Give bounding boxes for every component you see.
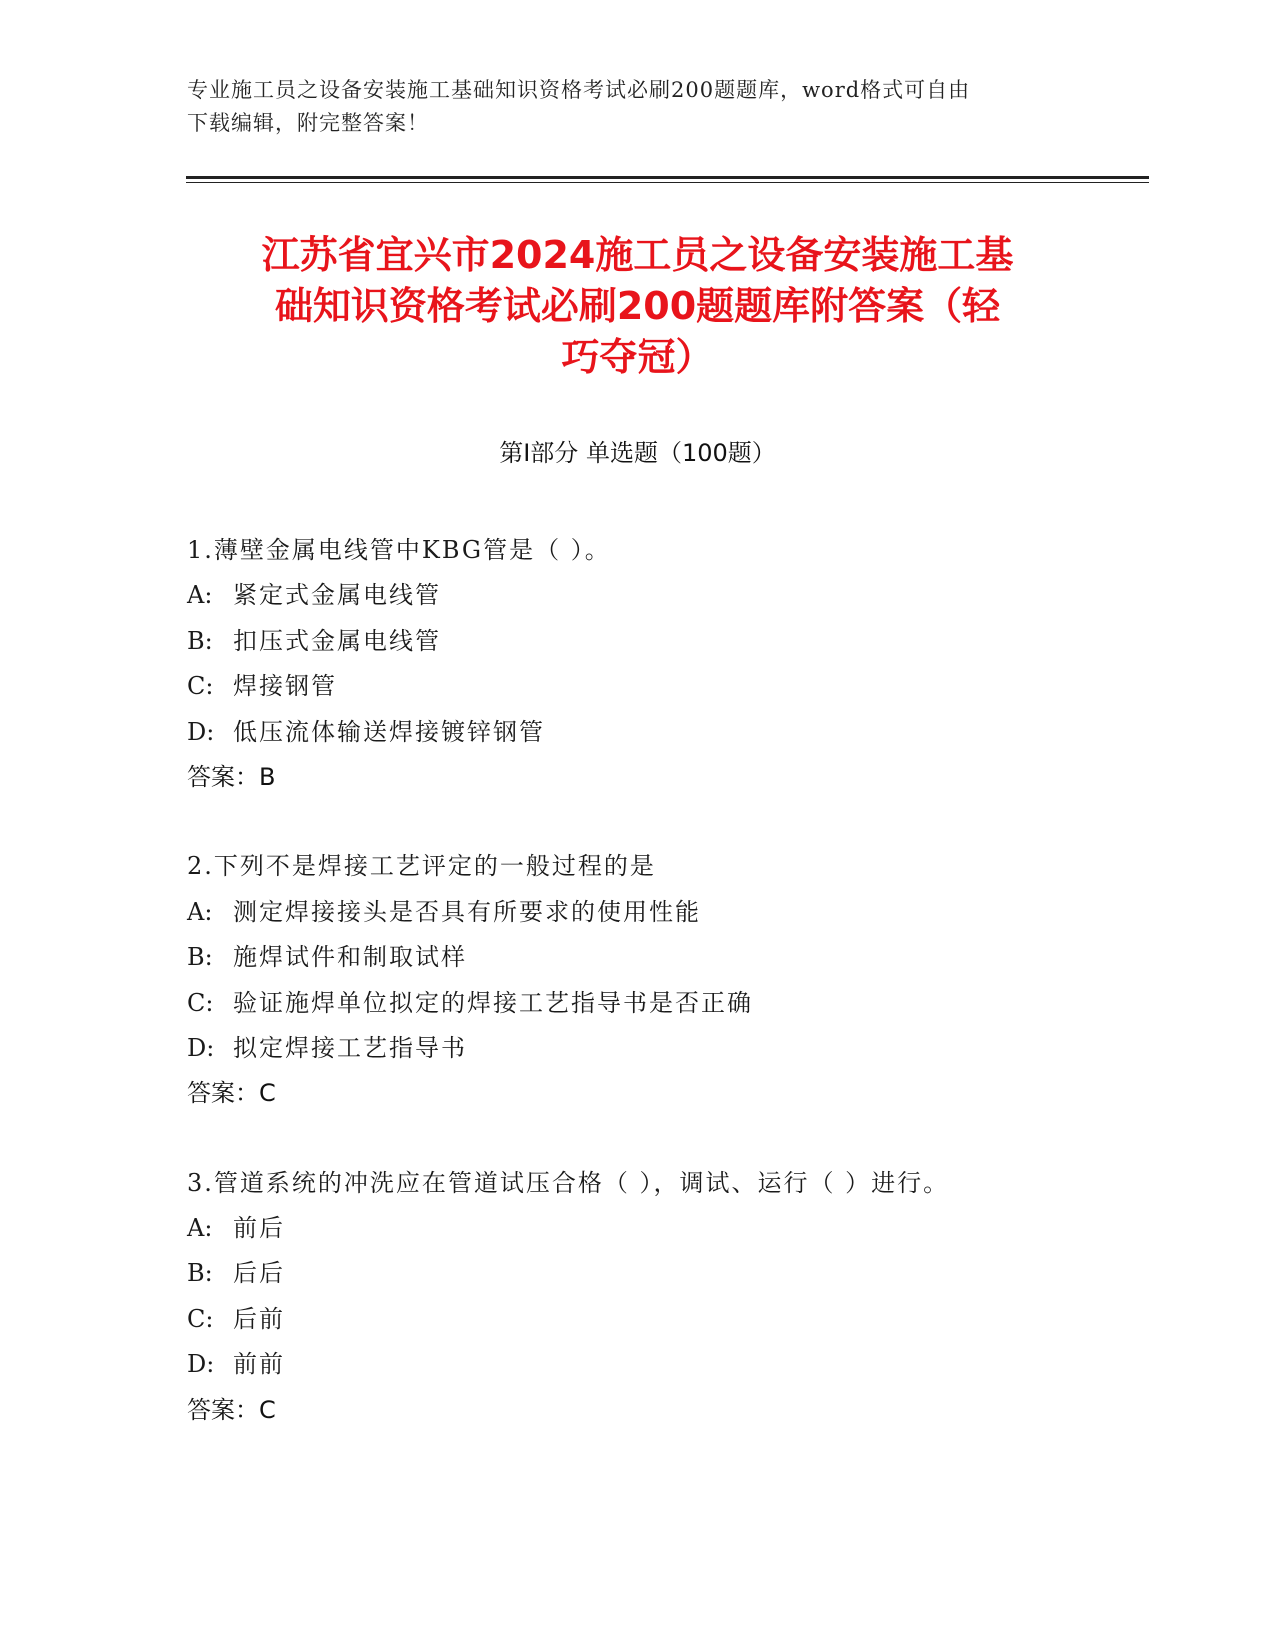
title-line-1: 江苏省宜兴市2024施工员之设备安装施工基 (261, 233, 1014, 277)
option-key: C: (187, 672, 214, 701)
question-option (187, 1206, 1147, 1251)
option-text: 施焊试件和制取试样 (233, 943, 467, 972)
header-rule-thick (186, 176, 1149, 179)
document-intro (187, 74, 1087, 140)
question-option (187, 573, 1147, 618)
option-key: C: (187, 988, 214, 1017)
question-option (187, 1342, 1147, 1387)
option-key: B: (187, 943, 213, 972)
question-answer: 答案：B (187, 762, 276, 791)
option-text: 焊接钢管 (233, 672, 337, 701)
option-key: A: (187, 1214, 213, 1243)
question-option (187, 890, 1147, 935)
option-text: 测定焊接接头是否具有所要求的使用性能 (233, 897, 701, 926)
question-option (187, 1251, 1147, 1296)
option-key: B: (187, 1259, 213, 1288)
option-text: 前前 (233, 1350, 285, 1379)
question-stem: 1.薄壁金属电线管中KBG管是（ ）。 (187, 536, 611, 564)
question-option (187, 664, 1147, 709)
header-rule-thin (186, 182, 1149, 183)
question-option (187, 935, 1147, 980)
section-heading: 第Ⅰ部分 单选题（100题） (499, 439, 776, 467)
option-key: D: (187, 1350, 215, 1379)
option-text: 紧定式金属电线管 (233, 581, 441, 610)
question-stem: 3.管道系统的冲洗应在管道试压合格（ ），调试、运行（ ）进行。 (187, 1168, 950, 1197)
question-answer: 答案：C (187, 1079, 276, 1108)
option-key: C: (187, 1304, 214, 1333)
intro-line-1: 专业施工员之设备安装施工基础知识资格考试必刷200题题库，word格式可自由 (187, 78, 971, 102)
option-text: 扣压式金属电线管 (233, 626, 441, 655)
intro-line-2: 下载编辑，附完整答案！ (187, 111, 429, 135)
option-text: 低压流体输送焊接镀锌钢管 (233, 717, 545, 746)
option-text: 后后 (233, 1259, 285, 1288)
question-option (187, 619, 1147, 664)
option-key: A: (187, 581, 213, 610)
question-stem: 2.下列不是焊接工艺评定的一般过程的是 (187, 852, 656, 881)
option-text: 前后 (233, 1214, 285, 1243)
option-key: B: (187, 626, 213, 655)
question-option (187, 1297, 1147, 1342)
document-title (176, 230, 1099, 383)
option-key: A: (187, 897, 213, 926)
option-text: 验证施焊单位拟定的焊接工艺指导书是否正确 (233, 988, 753, 1017)
question-option (187, 981, 1147, 1026)
title-line-3: 巧夺冠） (561, 335, 714, 379)
question-option (187, 1026, 1147, 1071)
title-line-2: 础知识资格考试必刷200题题库附答案（轻 (274, 284, 1001, 328)
question-item (187, 528, 1147, 800)
question-item (187, 844, 1147, 1116)
question-item (187, 1161, 1147, 1433)
option-text: 后前 (233, 1304, 285, 1333)
option-text: 拟定焊接工艺指导书 (233, 1033, 467, 1062)
question-list (187, 528, 1147, 1477)
option-key: D: (187, 1033, 215, 1062)
question-option (187, 710, 1147, 755)
option-key: D: (187, 717, 215, 746)
question-answer: 答案：C (187, 1395, 276, 1424)
